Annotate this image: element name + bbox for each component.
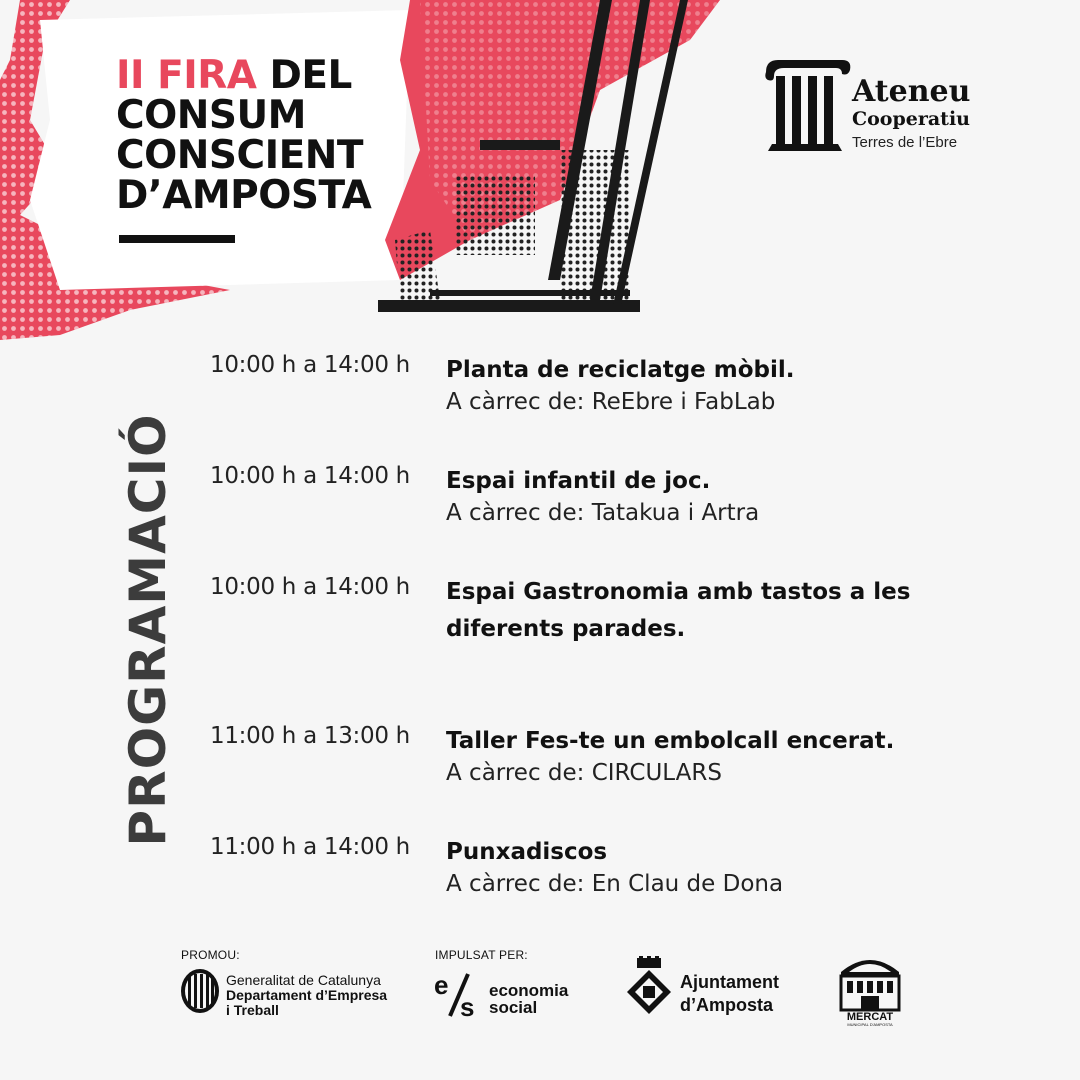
economia-text xyxy=(489,982,568,1016)
schedule-title: Punxadiscos xyxy=(446,839,608,865)
ateneu-name-2: Cooperatiu xyxy=(852,108,970,130)
economia-line-2: social xyxy=(489,998,538,1017)
schedule-time: 10:00 h a 14:00 h xyxy=(210,463,410,489)
schedule-title: Espai Gastronomia amb tastos a les diferents parades. xyxy=(446,579,911,642)
schedule-time: 11:00 h a 13:00 h xyxy=(210,723,410,749)
economia-line-1: economia xyxy=(489,981,569,1000)
schedule-organizer: A càrrec de: ReEbre i FabLab xyxy=(446,389,776,415)
title-underline xyxy=(119,235,235,243)
title-line-1 xyxy=(116,53,371,98)
title-del: DEL xyxy=(269,53,352,98)
mercat-line-2: MUNICIPAL D'AMPOSTA xyxy=(847,1022,893,1027)
generalitat-line-3: i Treball xyxy=(226,1002,279,1018)
ajuntament-line-1: Ajuntament xyxy=(680,972,779,992)
schedule-organizer: A càrrec de: Tatakua i Artra xyxy=(446,500,760,526)
generalitat-text xyxy=(226,973,387,1018)
generalitat-line-2: Departament d’Empresa xyxy=(226,987,388,1003)
event-title xyxy=(116,53,372,218)
schedule-title: Espai infantil de joc. xyxy=(446,468,711,494)
schedule-organizer: A càrrec de: CIRCULARS xyxy=(446,760,722,786)
schedule-organizer: A càrrec de: En Clau de Dona xyxy=(446,871,784,897)
title-edition: II FIRA xyxy=(116,53,257,98)
schedule-title: Planta de reciclatge mòbil. xyxy=(446,357,795,383)
economia-social-icon xyxy=(434,970,484,1020)
schedule-time: 10:00 h a 14:00 h xyxy=(210,352,410,378)
ajuntament-text xyxy=(680,971,779,1017)
ateneu-name-3: Terres de l’Ebre xyxy=(852,134,958,151)
ateneu-name-1: Ateneu xyxy=(852,74,971,109)
section-label xyxy=(118,395,178,865)
svg-text:s: s xyxy=(460,992,475,1020)
svg-text:e: e xyxy=(434,970,449,1000)
title-line-4: D’AMPOSTA xyxy=(116,173,372,218)
programacio-label: PROGRAMACIÓ xyxy=(119,413,177,847)
sponsors-bar xyxy=(0,940,1080,1080)
generalitat-emblem-icon xyxy=(180,968,220,1014)
schedule-title: Taller Fes-te un embolcall encerat. xyxy=(446,728,895,754)
column-icon xyxy=(762,58,852,153)
ajuntament-line-2: d’Amposta xyxy=(680,995,774,1015)
impulsat-label: IMPULSAT PER: xyxy=(435,948,528,962)
promou-label: PROMOU: xyxy=(181,948,240,962)
generalitat-line-1: Generalitat de Catalunya xyxy=(226,972,381,988)
mercat-line-1: MERCAT xyxy=(846,1011,894,1023)
title-line-3: CONSCIENT xyxy=(116,133,364,178)
mercat-building-icon xyxy=(835,948,905,1028)
title-line-2: CONSUM xyxy=(116,93,306,138)
schedule-time: 11:00 h a 14:00 h xyxy=(210,834,410,860)
schedule-time: 10:00 h a 14:00 h xyxy=(210,574,410,600)
ateneu-logo xyxy=(762,58,1012,158)
ajuntament-shield-icon xyxy=(625,956,673,1018)
